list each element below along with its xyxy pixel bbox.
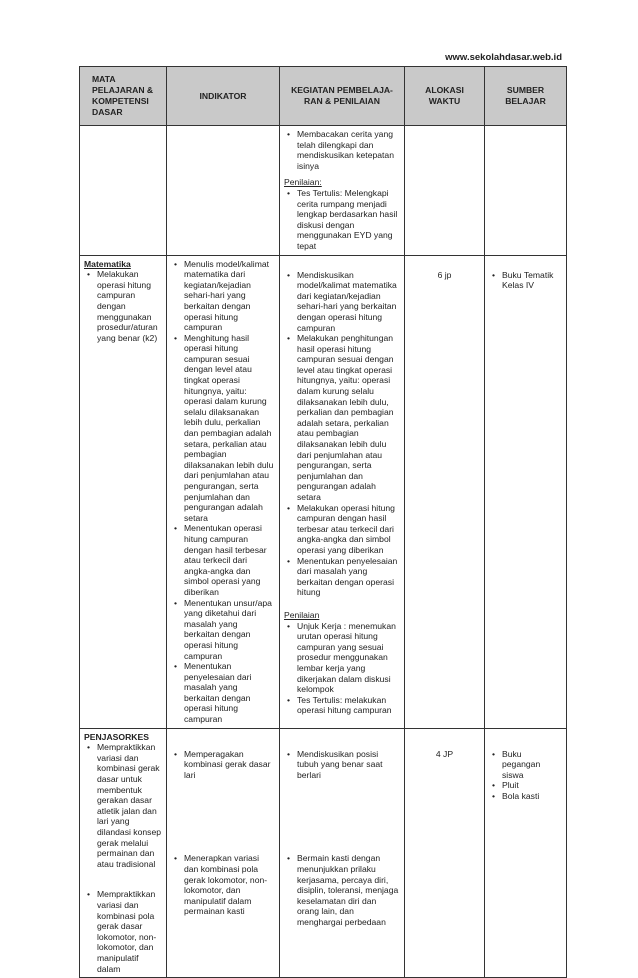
table-row: [80, 126, 567, 256]
header-indikator: INDIKATOR: [167, 67, 280, 126]
cell-alokasi: 4 JP: [405, 728, 485, 977]
table-row: [80, 728, 567, 977]
cell-kd: [80, 126, 167, 256]
subject-title: PENJASORKES: [84, 731, 149, 742]
list-item: • Pluit: [502, 780, 562, 791]
list-item: • Menghitung hasil operasi hitung campuran sesuai dengan level atau tingkat operasi hitungnya, yaitu: operasi dalam kurung selalu dilaksanakan lebih dulu, perkalian dan pembagian adalah setara, perkalian atau pembagian dilaksanakan lebih dulu dari penjumlahan atau pengurangan, serta penjumlahan dan pengurangan adalah setara: [184, 333, 275, 524]
list-item: • Membacakan cerita yang telah dilengkapi dan mendiskusikan ketepatan isinya: [297, 129, 400, 171]
list-item: • Menentukan unsur/apa yang diketahui dari masalah yang berkaitan dengan operasi hitung campuran: [184, 598, 275, 662]
list-item: • Melakukan penghitungan hasil operasi hitung campuran sesuai dengan level atau tingkat operasi hitungnya, yaitu: operasi dalam kurung selalu dilaksanakan lebih dulu, perkalian dan pembagian adalah setara, perkalian atau pembagian dilaksanakan lebih dulu dari penjumlahan atau pengurangan, serta penjumlahan dan pengurangan adalah setara: [297, 333, 400, 503]
header-sumber: SUMBER BELAJAR: [485, 67, 567, 126]
cell-kegiatan: [280, 255, 405, 728]
header-kegiatan: KEGIATAN PEMBELAJA-RAN & PENILAIAN: [280, 67, 405, 126]
cell-alokasi: 6 jp: [405, 255, 485, 728]
list-item: • Buku Tematik Kelas IV: [502, 270, 562, 291]
list-item: • Unjuk Kerja : menemukan urutan operasi hitung campuran yang sesuai prosedur menggunakan lembar kerja yang dikerjakan dalam diskusi kelompok: [297, 621, 400, 695]
header-alokasi: ALOKASI WAKTU: [405, 67, 485, 126]
penilaian-label: Penilaian:: [284, 177, 322, 188]
list-item: • Mendiskusikan posisi tubuh yang benar saat berlari: [297, 749, 400, 781]
cell-sumber: [485, 255, 567, 728]
cell-kegiatan: [280, 728, 405, 977]
list-item: • Menulis model/kalimat matematika dari kegiatan/kejadian sehari-hari yang berkaitan dengan operasi hitung campuran: [184, 259, 275, 333]
cell-sumber: [485, 728, 567, 977]
cell-alokasi: [405, 126, 485, 256]
list-item: • Memperagakan kombinasi gerak dasar lari: [184, 749, 275, 781]
cell-indikator: [167, 728, 280, 977]
list-item: • Tes Tertulis: Melengkapi cerita rumpang menjadi lengkap berdasarkan hasil diskusi dengan menggunakan EYD yang tepat: [297, 188, 400, 252]
subject-title: Matematika: [84, 258, 131, 269]
cell-indikator: [167, 255, 280, 728]
cell-kd: [80, 255, 167, 728]
table-header-row: [80, 67, 567, 126]
list-item: • Mempraktikkan variasi dan kombinasi pola gerak dasar lokomotor, non-lokomotor, dan manipulatif dalam: [97, 889, 162, 974]
list-item: • Menentukan penyelesaian dari masalah yang berkaitan dengan operasi hitung: [297, 556, 400, 598]
list-item: • Bola kasti: [502, 791, 562, 802]
penilaian-label: Penilaian: [284, 609, 320, 620]
syllabus-table: [79, 66, 567, 978]
list-item: • Melakukan operasi hitung campuran dengan menggunakan prosedur/aturan yang benar (k2): [97, 269, 162, 343]
site-watermark: www.sekolahdasar.web.id: [445, 52, 562, 63]
list-item: • Bermain kasti dengan menunjukkan prilaku kerjasama, percaya diri, disiplin, toleransi, menjaga keselamatan diri dan orang lain, dan menghargai perbedaan: [297, 853, 400, 927]
header-mata-pelajaran: MATA PELAJARAN & KOMPETENSI DASAR: [80, 67, 167, 126]
list-item: • Mempraktikkan variasi dan kombinasi gerak dasar untuk membentuk gerakan dasar atletik jalan dan lari yang dilandasi konsep gerak melalui permainan dan atau tradisional: [97, 742, 162, 869]
table-row: [80, 255, 567, 728]
list-item: • Menerapkan variasi dan kombinasi pola gerak lokomotor, non-lokomotor, dan manipulatif dalam permainan kasti: [184, 853, 275, 917]
cell-indikator: [167, 126, 280, 256]
list-item: • Melakukan operasi hitung campuran dengan hasil terbesar atau terkecil dari angka-angka dan simbol operasi yang diberikan: [297, 503, 400, 556]
list-item: • Menentukan operasi hitung campuran dengan hasil terbesar atau terkecil dari angka-angka dan simbol operasi yang diberikan: [184, 523, 275, 597]
cell-kegiatan: [280, 126, 405, 256]
list-item: • Mendiskusikan model/kalimat matematika dari kegiatan/kejadian sehari-hari yang berkaitan dengan operasi hitung campuran: [297, 270, 400, 334]
list-item: • Tes Tertulis: melakukan operasi hitung campuran: [297, 695, 400, 716]
list-item: • Menentukan penyelesaian dari masalah yang berkaitan dengan operasi hitung campuran: [184, 661, 275, 725]
list-item: • Buku pegangan siswa: [502, 749, 562, 781]
cell-kd: [80, 728, 167, 977]
cell-sumber: [485, 126, 567, 256]
